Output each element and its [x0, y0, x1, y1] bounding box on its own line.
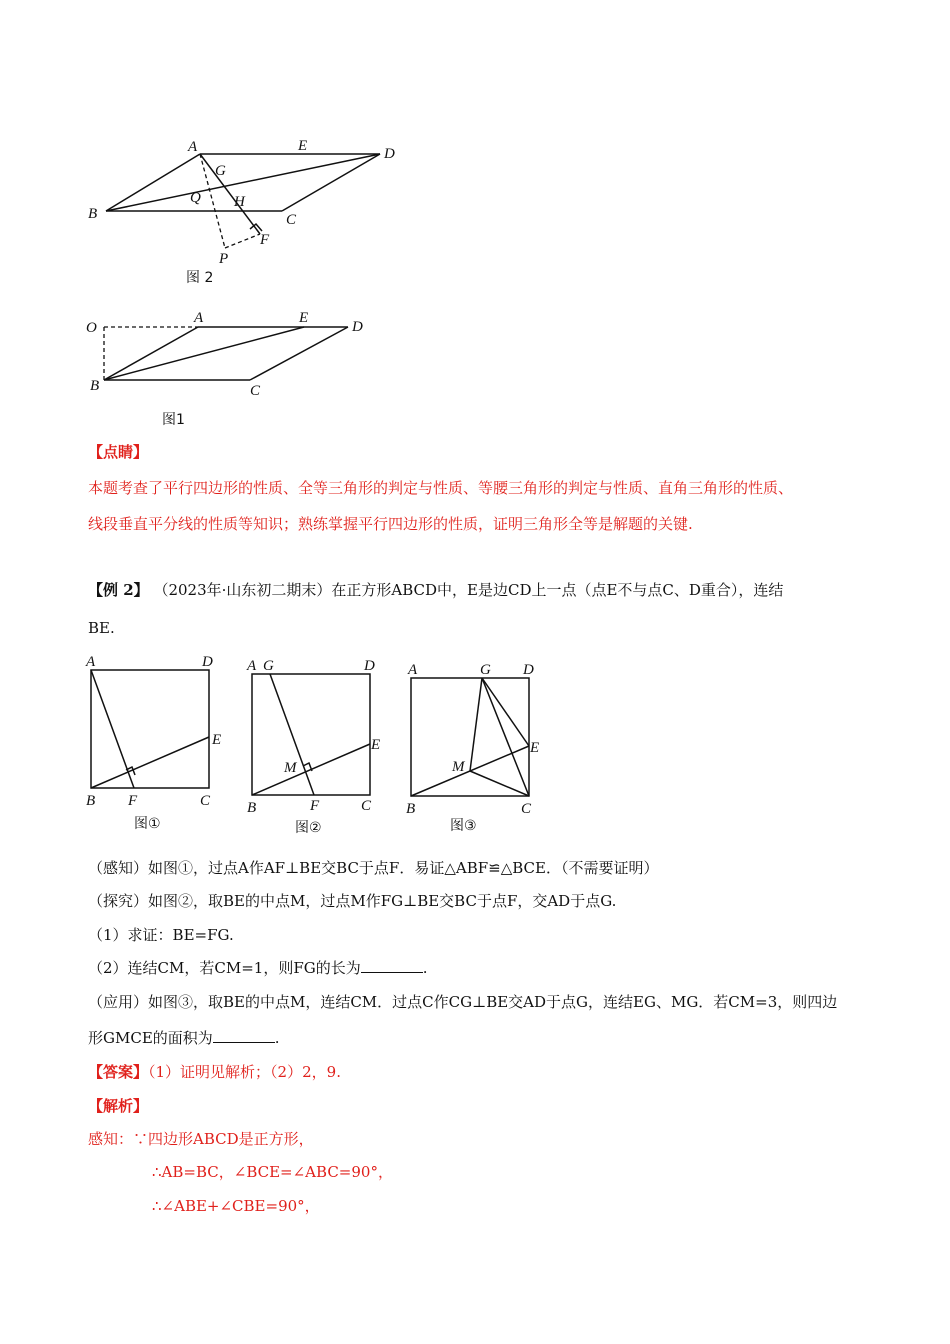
- point-label-g: G: [480, 662, 491, 678]
- example-2-statement-cont: BE.: [88, 619, 115, 637]
- dianjing-text-line-2: 线段垂直平分线的性质等知识；熟练掌握平行四边形的性质，证明三角形全等是解题的关键.: [88, 515, 693, 533]
- point-label-e: E: [298, 138, 308, 154]
- question-apply-text: 形GMCE的面积为: [88, 1029, 213, 1047]
- point-label-h: H: [234, 194, 245, 210]
- question-2-text: （2）连结CM，若CM=1，则FG的长为: [88, 959, 361, 977]
- point-label-a: A: [194, 310, 204, 326]
- point-label-c: C: [286, 212, 297, 228]
- question-2-period: .: [422, 959, 428, 977]
- dianjing-heading: 【点睛】: [88, 443, 149, 461]
- point-label-o: O: [86, 320, 97, 336]
- figure-square-1: [82, 650, 232, 840]
- point-label-q: Q: [190, 190, 201, 206]
- point-label-c: C: [200, 793, 211, 809]
- figure-caption: 图②: [295, 820, 322, 836]
- point-label-e: E: [212, 732, 222, 748]
- point-label-d: D: [352, 319, 363, 335]
- figure-caption: 图①: [134, 816, 161, 832]
- point-label-f: F: [128, 793, 138, 809]
- question-perceive: （感知）如图①，过点A作AF⊥BE交BC于点F．易证△ABF≌△BCE．（不需要证明）: [88, 859, 659, 877]
- point-label-g: G: [215, 163, 226, 179]
- point-label-d: D: [202, 654, 213, 670]
- point-label-c: C: [521, 801, 532, 817]
- point-label-a: A: [86, 654, 96, 670]
- example-label: 【例 2】: [88, 581, 149, 599]
- point-label-d: D: [364, 658, 375, 674]
- point-label-p: P: [219, 251, 229, 267]
- point-label-f: F: [260, 232, 270, 248]
- figure-caption: 图1: [162, 412, 185, 428]
- answer-blank[interactable]: [213, 1028, 275, 1043]
- analysis-line-1: 感知：∵四边形ABCD是正方形，: [88, 1130, 314, 1148]
- question-explore: （探究）如图②，取BE的中点M，过点M作FG⊥BE交BC于点F，交AD于点G.: [88, 892, 617, 910]
- point-label-a: A: [408, 662, 418, 678]
- point-label-m: M: [284, 760, 297, 776]
- figure-square-3: [402, 650, 552, 840]
- point-label-f: F: [310, 798, 320, 814]
- example-text: （2023年·山东初二期末）在正方形ABCD中，E是边CD上一点（点E不与点C、D重合），连结: [148, 581, 784, 599]
- question-apply-period: .: [274, 1029, 280, 1047]
- point-label-g: G: [263, 658, 274, 674]
- point-label-m: M: [452, 759, 465, 775]
- point-label-b: B: [88, 206, 98, 222]
- point-label-c: C: [250, 383, 261, 399]
- analysis-line-2: ∴AB=BC，∠BCE=∠ABC=90°，: [152, 1163, 393, 1181]
- point-label-d: D: [384, 146, 395, 162]
- analysis-line-3: ∴∠ABE+∠CBE=90°，: [152, 1197, 320, 1215]
- point-label-b: B: [247, 800, 257, 816]
- answer-blank[interactable]: [361, 958, 423, 973]
- question-2: [88, 958, 428, 978]
- question-apply: （应用）如图③，取BE的中点M，连结CM．过点C作CG⊥BE交AD于点G，连结EG、MG．若CM=3，则四边: [88, 993, 838, 1011]
- figure-2-parallelogram: [80, 135, 420, 295]
- analysis-label: 【解析】: [88, 1097, 149, 1115]
- answer-text: （1）证明见解析；（2）2，9.: [148, 1063, 341, 1081]
- figure-caption: 图③: [450, 818, 477, 834]
- dianjing-text-line-1: 本题考查了平行四边形的性质、全等三角形的判定与性质、等腰三角形的判定与性质、直角三角形的性质、: [88, 479, 794, 497]
- point-label-e: E: [299, 310, 309, 326]
- answer-label: 【答案】: [88, 1063, 149, 1081]
- answer-line: [88, 1062, 341, 1082]
- question-apply-cont: [88, 1028, 280, 1048]
- point-label-c: C: [361, 798, 372, 814]
- point-label-b: B: [406, 801, 416, 817]
- point-label-b: B: [86, 793, 96, 809]
- figure-caption: 图 2: [186, 270, 214, 286]
- point-label-a: A: [247, 658, 257, 674]
- point-label-e: E: [371, 737, 381, 753]
- question-1: （1）求证：BE=FG.: [88, 926, 234, 944]
- figure-square-2: [243, 650, 393, 840]
- figure-1-parallelogram: [80, 305, 400, 430]
- point-label-e: E: [530, 740, 540, 756]
- point-label-a: A: [188, 139, 198, 155]
- point-label-d: D: [523, 662, 534, 678]
- point-label-b: B: [90, 378, 100, 394]
- example-2-statement: [88, 580, 783, 600]
